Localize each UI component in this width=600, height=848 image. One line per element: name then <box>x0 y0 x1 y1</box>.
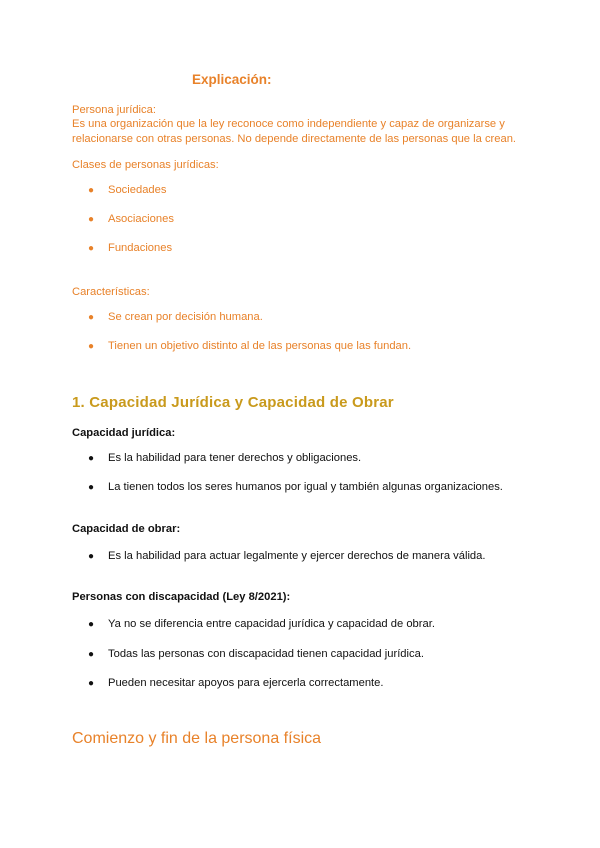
bullet-icon: ● <box>88 551 95 562</box>
list-item <box>88 550 486 562</box>
discapacidad-label: Personas con discapacidad (Ley 8/2021): <box>72 591 291 603</box>
section-heading-capacidad: 1. Capacidad Jurídica y Capacidad de Obrar <box>72 394 394 411</box>
bullet-icon: ● <box>88 341 95 352</box>
bullet-icon: ● <box>88 214 95 225</box>
bullet-icon: ● <box>88 312 95 323</box>
clases-label: Clases de personas jurídicas: <box>72 159 219 171</box>
list-item <box>88 242 172 254</box>
capacidad-juridica-label: Capacidad jurídica: <box>72 427 176 439</box>
list-item <box>88 618 435 630</box>
persona-juridica-line-2: relacionarse con otras personas. No depende directamente de las personas que la crean. <box>72 133 517 145</box>
list-item-text: Se crean por decisión humana. <box>108 311 263 323</box>
list-item-text: Es la habilidad para actuar legalmente y ejercer derechos de manera válida. <box>108 550 486 562</box>
list-item-text: Pueden necesitar apoyos para ejercerla correctamente. <box>108 677 384 689</box>
caracteristicas-label: Características: <box>72 286 150 298</box>
capacidad-obrar-label: Capacidad de obrar: <box>72 523 181 535</box>
bullet-icon: ● <box>88 453 95 464</box>
list-item <box>88 184 166 196</box>
bullet-icon: ● <box>88 482 95 493</box>
list-item <box>88 340 411 352</box>
list-item-text: Fundaciones <box>108 242 173 254</box>
list-item-text: La tienen todos los seres humanos por igual y también algunas organizaciones. <box>108 481 503 493</box>
list-item <box>88 481 503 493</box>
bullet-icon: ● <box>88 185 95 196</box>
persona-juridica-line-1: Es una organización que la ley reconoce como independiente y capaz de organizarse y <box>72 118 505 130</box>
section-heading-persona-fisica: Comienzo y fin de la persona física <box>72 730 322 747</box>
list-item <box>88 648 424 660</box>
bullet-icon: ● <box>88 649 95 660</box>
list-item-text: Es la habilidad para tener derechos y obligaciones. <box>108 452 362 464</box>
list-item-text: Todas las personas con discapacidad tienen capacidad jurídica. <box>108 648 424 660</box>
bullet-icon: ● <box>88 678 95 689</box>
persona-juridica-label: Persona jurídica: <box>72 104 156 116</box>
list-item <box>88 311 263 323</box>
list-item <box>88 213 174 225</box>
bullet-icon: ● <box>88 243 95 254</box>
list-item-text: Asociaciones <box>108 213 174 225</box>
list-item <box>88 677 384 689</box>
page-title: Explicación: <box>192 72 272 87</box>
list-item <box>88 452 361 464</box>
list-item-text: Sociedades <box>108 184 167 196</box>
bullet-icon: ● <box>88 619 95 630</box>
list-item-text: Tienen un objetivo distinto al de las personas que las fundan. <box>108 340 412 352</box>
list-item-text: Ya no se diferencia entre capacidad jurídica y capacidad de obrar. <box>108 618 435 630</box>
